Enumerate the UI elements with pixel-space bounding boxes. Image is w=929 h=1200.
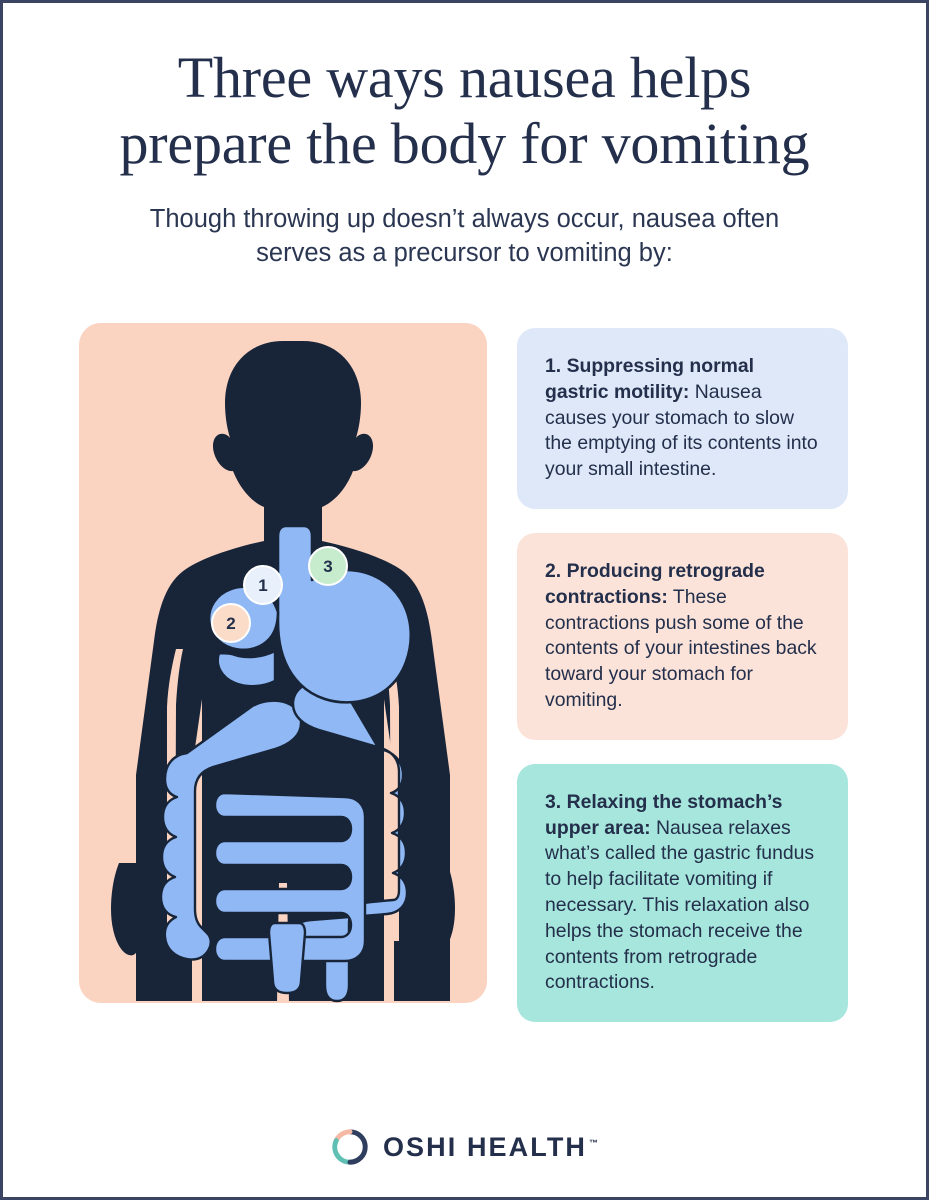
- card-3-number: 3.: [545, 790, 562, 813]
- rectum: [269, 923, 305, 993]
- footer: [3, 1097, 926, 1197]
- brand-name: [383, 1132, 598, 1163]
- card-relaxing-stomach-upper-area: [517, 764, 848, 1022]
- page-title: Three ways nausea helps prepare the body for vomiting: [119, 45, 810, 177]
- trademark-symbol: ™: [589, 1137, 599, 1148]
- svg-text:1: 1: [258, 576, 268, 595]
- marker-2[interactable]: [212, 604, 250, 642]
- card-3-heading: Relaxing the stomach’s upper area:: [545, 790, 783, 839]
- page-subtitle: Though throwing up doesn’t always occur, nausea often serves as a precursor to vomiting by:: [149, 205, 780, 267]
- oshi-swirl-logo-icon: [331, 1128, 369, 1166]
- card-2-heading: Producing retrograde contractions:: [545, 559, 765, 608]
- card-1-heading: Suppressing normal gastric motility:: [545, 355, 755, 403]
- card-1-body: Nausea causes your stomach to slow the emptying of its contents into your small intestine.: [545, 380, 818, 481]
- card-3-body: Nausea relaxes what’s called the gastric fundus to help facilitate vomiting if necessary. This relaxation also helps the stomach receive the contents from retrograde contractions.: [545, 816, 815, 994]
- card-suppressing-gastric-motility: [517, 328, 848, 509]
- svg-text:3: 3: [323, 557, 333, 576]
- header: [3, 3, 926, 270]
- explanation-cards: [517, 323, 848, 1022]
- marker-1[interactable]: [244, 566, 282, 604]
- card-2-body: These contractions push some of the contents of your intestines back toward your stomach for vomiting.: [545, 585, 817, 711]
- card-2-number: 2.: [545, 559, 562, 582]
- human-body-digestive-system-diagram: [79, 323, 487, 1003]
- marker-3[interactable]: [309, 547, 347, 585]
- main-content: [3, 270, 926, 1097]
- illustration-panel: [79, 323, 487, 1003]
- card-1-number: 1.: [545, 355, 562, 377]
- svg-text:2: 2: [226, 614, 236, 633]
- card-producing-retrograde-contractions: [517, 533, 848, 740]
- brand-label: OSHI HEALTH: [382, 1131, 588, 1162]
